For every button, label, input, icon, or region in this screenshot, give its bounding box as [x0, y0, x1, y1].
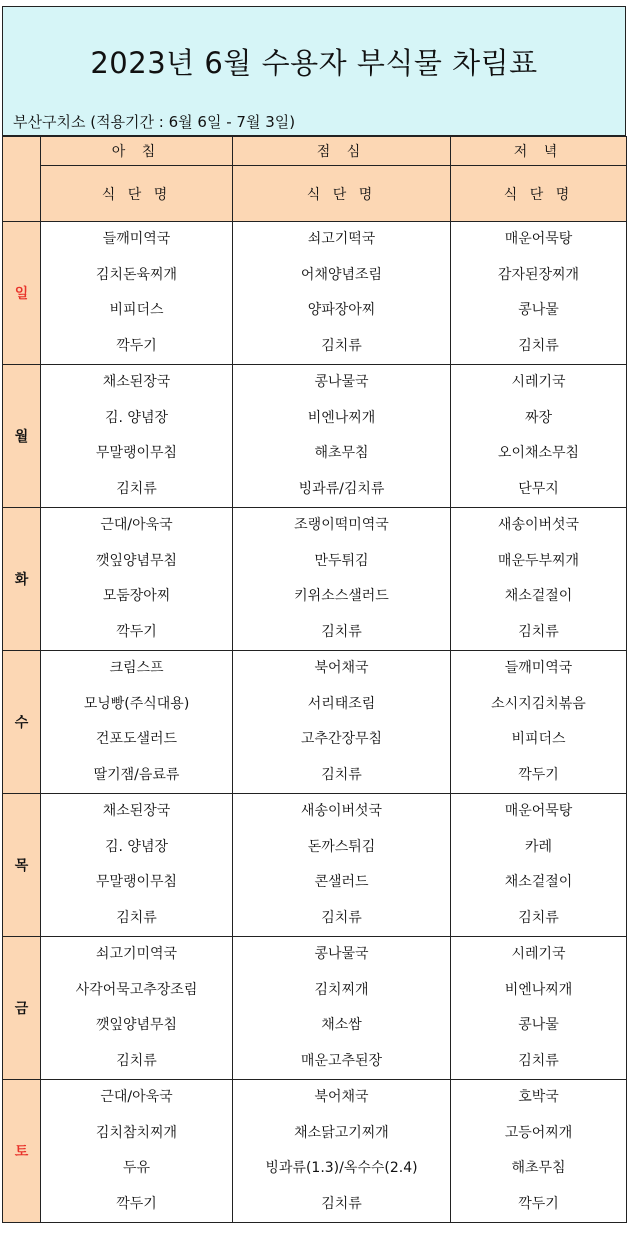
dish-item: 시레기국 — [511, 374, 566, 390]
day-row — [3, 365, 627, 508]
dish-cell-lunch — [233, 651, 451, 794]
dish-item: 딸기잼/음료류 — [93, 766, 180, 783]
day-label: 월 — [3, 365, 41, 508]
meal-header-breakfast: 아 침 — [41, 137, 233, 166]
dish-item: 김치류 — [321, 766, 362, 783]
menu-label-breakfast: 식 단 명 — [41, 166, 233, 222]
dish-item: 김치류 — [321, 909, 362, 926]
dish-item: 콩나물 — [518, 1017, 559, 1033]
dish-item: 채소쌈 — [321, 1017, 362, 1033]
dish-item: 사각어묵고추장조림 — [75, 981, 198, 998]
dish-item: 채소겉절이 — [504, 588, 573, 604]
dish-item: 시레기국 — [511, 946, 566, 962]
dish-item: 양파장아찌 — [307, 302, 376, 318]
dish-cell-dinner — [451, 794, 627, 937]
dish-item: 새송이버섯국 — [300, 803, 383, 819]
dish-item: 서리태조림 — [307, 695, 376, 712]
day-row — [3, 508, 627, 651]
dish-item: 김치류 — [518, 337, 559, 354]
dish-cell-dinner — [451, 508, 627, 651]
dish-item: 새송이버섯국 — [497, 517, 580, 533]
dish-item: 채소된장국 — [102, 374, 171, 390]
dish-cell-lunch — [233, 508, 451, 651]
dish-item: 어채양념조림 — [300, 266, 383, 283]
dish-cell-breakfast — [41, 1080, 233, 1223]
dish-cell-lunch — [233, 794, 451, 937]
dish-item: 김치류 — [321, 1195, 362, 1212]
dish-cell-dinner — [451, 937, 627, 1080]
dish-cell-breakfast — [41, 508, 233, 651]
day-row — [3, 222, 627, 365]
dish-item: 해초무침 — [314, 445, 369, 461]
dish-item: 김치돈육찌개 — [95, 266, 178, 283]
dish-item: 모닝빵(주식대용) — [83, 695, 190, 712]
dish-item: 깻잎양념무침 — [95, 552, 178, 569]
dish-item: 채소된장국 — [102, 803, 171, 819]
dish-item: 호박국 — [518, 1089, 559, 1105]
dish-item: 오이채소무침 — [497, 445, 580, 461]
dish-item: 콩나물 — [518, 302, 559, 318]
dish-item: 돈까스튀김 — [307, 838, 376, 855]
dish-item: 들깨미역국 — [504, 660, 573, 676]
dish-item: 북어채국 — [314, 660, 369, 676]
dish-item: 감자된장찌개 — [497, 266, 580, 283]
dish-item: 김치참치찌개 — [95, 1124, 178, 1141]
dish-item: 김치찌개 — [314, 981, 369, 998]
dish-item: 김치류 — [116, 480, 157, 497]
dish-item: 채소닭고기찌개 — [294, 1124, 389, 1141]
page-subtitle: 부산구치소 (적용기간 : 6월 6일 - 7월 3일) — [13, 113, 296, 131]
dish-cell-breakfast — [41, 937, 233, 1080]
dish-item: 짜장 — [524, 409, 553, 426]
day-row — [3, 794, 627, 937]
day-label: 목 — [3, 794, 41, 937]
dish-item: 모둠장아찌 — [102, 588, 171, 604]
dish-item: 채소겉절이 — [504, 874, 573, 890]
dish-item: 콩나물국 — [314, 374, 369, 390]
dish-cell-dinner — [451, 222, 627, 365]
dish-item: 조랭이떡미역국 — [294, 517, 389, 533]
dish-cell-lunch — [233, 1080, 451, 1223]
dish-item: 김치류 — [116, 1052, 157, 1069]
dish-item: 두유 — [122, 1160, 151, 1176]
dish-item: 김. 양념장 — [105, 409, 168, 426]
dish-item: 고등어찌개 — [504, 1124, 573, 1141]
dish-item: 매운어묵탕 — [504, 803, 573, 819]
dish-item: 깍두기 — [116, 1195, 157, 1212]
dish-item: 건포도샐러드 — [95, 731, 178, 747]
menu-table — [2, 136, 627, 1223]
dish-item: 깻잎양념무침 — [95, 1017, 178, 1033]
title-box — [2, 6, 626, 136]
dish-item: 만두튀김 — [314, 552, 369, 569]
dish-item: 쇠고기떡국 — [307, 231, 376, 247]
dish-item: 깍두기 — [518, 1195, 559, 1212]
dish-item: 김치류 — [116, 909, 157, 926]
day-row — [3, 651, 627, 794]
dish-item: 매운두부찌개 — [497, 552, 580, 569]
corner-cell — [3, 137, 41, 222]
dish-cell-lunch — [233, 365, 451, 508]
dish-cell-breakfast — [41, 365, 233, 508]
page-title: 2023년 6월 수용자 부식물 차림표 — [90, 46, 538, 80]
meal-header-lunch: 점 심 — [233, 137, 451, 166]
day-row — [3, 937, 627, 1080]
dish-item: 매운고추된장 — [300, 1052, 383, 1069]
dish-item: 김치류 — [518, 909, 559, 926]
dish-cell-dinner — [451, 365, 627, 508]
dish-cell-breakfast — [41, 794, 233, 937]
day-label: 화 — [3, 508, 41, 651]
day-label: 일 — [3, 222, 41, 365]
menu-table-body — [3, 137, 627, 1223]
dish-item: 근대/아욱국 — [100, 517, 173, 533]
dish-item: 무말랭이무침 — [95, 445, 178, 461]
dish-item: 콘샐러드 — [314, 874, 369, 890]
day-label: 수 — [3, 651, 41, 794]
dish-item: 고추간장무침 — [300, 731, 383, 747]
dish-item: 김치류 — [321, 337, 362, 354]
dish-cell-breakfast — [41, 651, 233, 794]
dish-item: 비피더스 — [109, 302, 164, 318]
dish-item: 콩나물국 — [314, 946, 369, 962]
dish-item: 해초무침 — [511, 1160, 566, 1176]
dish-item: 비엔나찌개 — [504, 981, 573, 998]
dish-cell-breakfast — [41, 222, 233, 365]
dish-item: 비엔나찌개 — [307, 409, 376, 426]
dish-item: 카레 — [524, 838, 553, 855]
dish-cell-dinner — [451, 1080, 627, 1223]
day-label: 토 — [3, 1080, 41, 1223]
dish-item: 들깨미역국 — [102, 231, 171, 247]
menu-label-lunch: 식 단 명 — [233, 166, 451, 222]
dish-cell-dinner — [451, 651, 627, 794]
day-row — [3, 1080, 627, 1223]
dish-item: 깍두기 — [116, 623, 157, 640]
dish-item: 키위소스샐러드 — [294, 588, 389, 604]
dish-item: 김치류 — [518, 623, 559, 640]
day-label: 금 — [3, 937, 41, 1080]
dish-item: 근대/아욱국 — [100, 1089, 173, 1105]
dish-item: 빙과류(1.3)/옥수수(2.4) — [265, 1160, 418, 1176]
dish-item: 깍두기 — [116, 337, 157, 354]
dish-item: 매운어묵탕 — [504, 231, 573, 247]
meal-header-dinner: 저 녁 — [451, 137, 627, 166]
dish-item: 크림스프 — [109, 660, 164, 676]
dish-item: 김치류 — [518, 1052, 559, 1069]
dish-item: 김치류 — [321, 623, 362, 640]
dish-item: 무말랭이무침 — [95, 874, 178, 890]
dish-item: 빙과류/김치류 — [298, 480, 385, 497]
dish-item: 소시지김치볶음 — [491, 695, 586, 712]
dish-item: 쇠고기미역국 — [95, 946, 178, 962]
dish-item: 북어채국 — [314, 1089, 369, 1105]
dish-item: 단무지 — [518, 480, 559, 497]
dish-item: 김. 양념장 — [105, 838, 168, 855]
dish-cell-lunch — [233, 937, 451, 1080]
dish-item: 깍두기 — [518, 766, 559, 783]
dish-cell-lunch — [233, 222, 451, 365]
dish-item: 비피더스 — [511, 731, 566, 747]
menu-label-dinner: 식 단 명 — [451, 166, 627, 222]
